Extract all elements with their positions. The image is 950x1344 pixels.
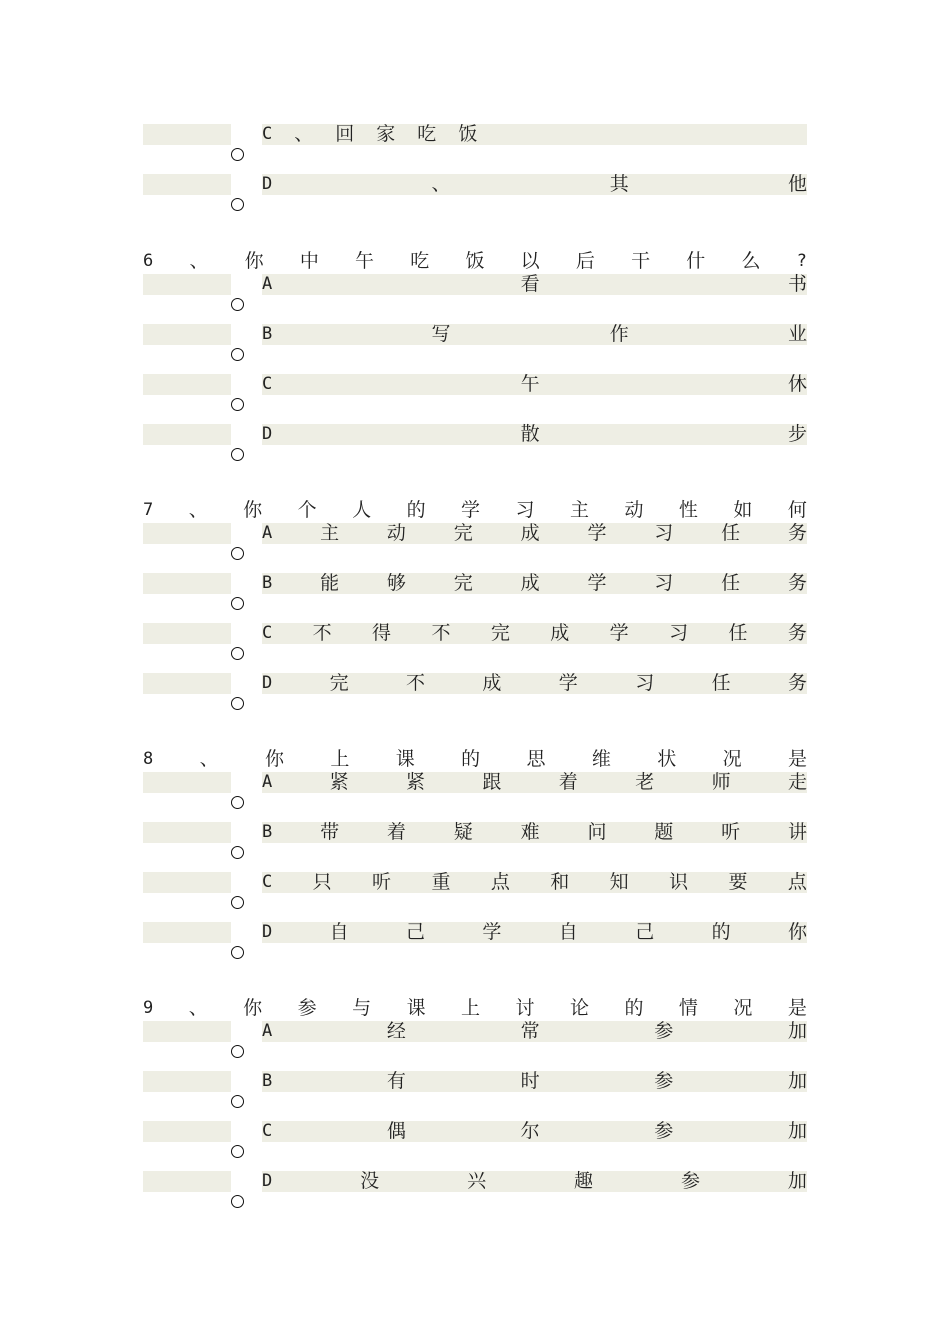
question-char: 、	[188, 499, 208, 521]
option-char: 和	[550, 871, 570, 893]
radio-button-icon[interactable]	[231, 796, 244, 809]
option-label	[262, 1021, 807, 1042]
option-char: 知	[609, 871, 629, 893]
option-char: 着	[386, 821, 406, 843]
question-char: 以	[520, 250, 540, 272]
option-letter: A	[262, 772, 273, 792]
option-char: 学	[587, 572, 607, 594]
question-char: 、	[188, 997, 208, 1019]
option-char: 回	[335, 123, 355, 145]
option-char: 只	[312, 871, 332, 893]
option-char: 参	[654, 1120, 674, 1142]
option-char: 完	[453, 522, 473, 544]
option-char: 问	[587, 821, 607, 843]
option-letter: A	[262, 274, 273, 294]
question-9	[143, 997, 807, 1019]
option-label	[262, 822, 807, 843]
option-char: 成	[482, 672, 502, 694]
option-char: 紧	[329, 771, 349, 793]
question-char: 你	[264, 748, 284, 770]
answer-option-C[interactable]	[143, 374, 807, 424]
option-char: 够	[386, 572, 406, 594]
option-char: 己	[406, 921, 426, 943]
option-char: 看	[520, 273, 540, 295]
option-label	[262, 673, 807, 694]
option-lead-shade	[143, 1071, 231, 1092]
option-letter: D	[262, 922, 273, 942]
option-char: 经	[386, 1020, 406, 1042]
option-char: 带	[320, 821, 340, 843]
option-label	[262, 324, 807, 345]
question-char: 干	[631, 250, 651, 272]
question-char: 吃	[410, 250, 430, 272]
option-char: 着	[558, 771, 578, 793]
question-char: 你	[243, 997, 263, 1019]
option-char: 的	[711, 921, 731, 943]
option-char: 题	[654, 821, 674, 843]
option-char: 务	[787, 522, 807, 544]
option-char: 吃	[417, 123, 437, 145]
option-char: 有	[386, 1070, 406, 1092]
option-label	[262, 374, 807, 395]
option-char: 加	[787, 1170, 807, 1192]
question-char: 是	[787, 748, 807, 770]
option-char: 成	[520, 522, 540, 544]
option-char: 你	[787, 921, 807, 943]
option-char: 成	[520, 572, 540, 594]
option-char: 他	[787, 173, 807, 195]
option-char: 加	[787, 1120, 807, 1142]
radio-button-icon[interactable]	[231, 1045, 244, 1058]
question-char: 么	[741, 250, 761, 272]
question-8	[143, 748, 807, 770]
option-char: 重	[431, 871, 451, 893]
question-char: 状	[657, 748, 677, 770]
option-char: 书	[787, 273, 807, 295]
answer-option-C[interactable]	[143, 623, 807, 673]
option-lead-shade	[143, 922, 231, 943]
option-lead-shade	[143, 424, 231, 445]
question-6	[143, 250, 807, 272]
option-lead-shade	[143, 623, 231, 644]
option-char: 完	[329, 672, 349, 694]
option-letter: D	[262, 424, 273, 444]
option-char: 趣	[574, 1170, 594, 1192]
question-number: 6	[143, 251, 154, 271]
option-label	[262, 523, 807, 544]
question-char: 你	[244, 250, 264, 272]
option-char: 点	[787, 871, 807, 893]
answer-option-A[interactable]	[143, 772, 807, 822]
option-lead-shade	[143, 772, 231, 793]
question-char: 、	[189, 250, 209, 272]
option-label	[262, 124, 807, 145]
radio-button-icon[interactable]	[231, 547, 244, 560]
option-char: 习	[669, 622, 689, 644]
option-char: 散	[520, 423, 540, 445]
option-letter: A	[262, 1021, 273, 1041]
option-label	[262, 573, 807, 594]
question-char: 与	[352, 997, 372, 1019]
option-char: 务	[787, 672, 807, 694]
question-char: 上	[330, 748, 350, 770]
question-char: 课	[395, 748, 415, 770]
radio-button-icon[interactable]	[231, 1095, 244, 1108]
question-char: 你	[243, 499, 263, 521]
option-char: 习	[654, 522, 674, 544]
option-lead-shade	[143, 1171, 231, 1192]
question-char: 饭	[465, 250, 485, 272]
option-char: 成	[550, 622, 570, 644]
option-char: 自	[329, 921, 349, 943]
question-char: 中	[299, 250, 319, 272]
option-char: 业	[787, 323, 807, 345]
option-char: 走	[787, 771, 807, 793]
option-char: 识	[669, 871, 689, 893]
question-char: 如	[733, 499, 753, 521]
option-char: 点	[490, 871, 510, 893]
answer-option-A[interactable]	[143, 523, 807, 573]
answer-option-A[interactable]	[143, 1021, 807, 1071]
option-char: 务	[787, 572, 807, 594]
option-letter: C	[262, 872, 273, 892]
option-letter: B	[262, 1071, 273, 1091]
question-char: 维	[591, 748, 611, 770]
radio-button-icon[interactable]	[231, 1145, 244, 1158]
option-lead-shade	[143, 872, 231, 893]
answer-option-D[interactable]	[143, 424, 807, 474]
option-lead-shade	[143, 523, 231, 544]
radio-button-icon[interactable]	[231, 1195, 244, 1208]
option-char: 难	[520, 821, 540, 843]
option-label	[262, 174, 807, 195]
answer-option-B[interactable]	[143, 822, 807, 872]
option-char: 师	[711, 771, 731, 793]
question-char: 讨	[515, 997, 535, 1019]
option-label	[262, 274, 807, 295]
option-char: 不	[406, 672, 426, 694]
option-char: 加	[787, 1020, 807, 1042]
option-letter: B	[262, 822, 273, 842]
option-letter: D	[262, 673, 273, 693]
question-char: 参	[297, 997, 317, 1019]
question-char: 课	[406, 997, 426, 1019]
radio-button-icon[interactable]	[231, 647, 244, 660]
question-char: 情	[678, 997, 698, 1019]
option-lead-shade	[143, 274, 231, 295]
option-lead-shade	[143, 573, 231, 594]
radio-button-icon[interactable]	[231, 398, 244, 411]
option-char: 步	[787, 423, 807, 445]
option-char: 主	[320, 522, 340, 544]
answer-option-C[interactable]	[143, 1121, 807, 1171]
question-char: 性	[678, 499, 698, 521]
radio-button-icon[interactable]	[231, 846, 244, 859]
answer-option-B[interactable]	[143, 573, 807, 623]
option-lead-shade	[143, 673, 231, 694]
option-char: 、	[294, 123, 314, 145]
question-char: 午	[355, 250, 375, 272]
question-char: 的	[461, 748, 481, 770]
answer-option-C[interactable]	[143, 872, 807, 922]
option-letter: A	[262, 523, 273, 543]
question-number: 7	[143, 500, 154, 520]
question-char: 后	[575, 250, 595, 272]
option-char: 加	[787, 1070, 807, 1092]
option-letter: D	[262, 174, 273, 194]
option-char: 己	[635, 921, 655, 943]
option-label	[262, 772, 807, 793]
option-lead-shade	[143, 822, 231, 843]
option-char: 完	[453, 572, 473, 594]
question-char: 的	[624, 997, 644, 1019]
option-letter: C	[262, 374, 273, 394]
option-char: 习	[635, 672, 655, 694]
option-char: 时	[520, 1070, 540, 1092]
option-char: 能	[320, 572, 340, 594]
answer-option-D[interactable]	[143, 1171, 807, 1221]
option-char: 疑	[453, 821, 473, 843]
option-lead-shade	[143, 1021, 231, 1042]
question-number: 8	[143, 749, 154, 769]
option-letter: C	[262, 124, 273, 144]
question-7	[143, 499, 807, 521]
radio-button-icon[interactable]	[231, 348, 244, 361]
question-char: 何	[787, 499, 807, 521]
radio-button-icon[interactable]	[231, 198, 244, 211]
option-char: 参	[680, 1170, 700, 1192]
answer-option-B[interactable]	[143, 324, 807, 374]
question-char: 人	[352, 499, 372, 521]
option-char: 休	[787, 373, 807, 395]
option-char: 习	[654, 572, 674, 594]
option-label	[262, 1171, 807, 1192]
option-char: 作	[609, 323, 629, 345]
option-char: 家	[376, 123, 396, 145]
option-char: 得	[372, 622, 392, 644]
question-char: 况	[733, 997, 753, 1019]
answer-option-C[interactable]	[143, 124, 807, 174]
option-char: 参	[654, 1070, 674, 1092]
option-letter: C	[262, 623, 273, 643]
question-char: 习	[515, 499, 535, 521]
question-char: 动	[624, 499, 644, 521]
question-char: 是	[787, 997, 807, 1019]
question-char: 上	[461, 997, 481, 1019]
answer-option-D[interactable]	[143, 673, 807, 723]
radio-button-icon[interactable]	[231, 896, 244, 909]
option-char: 任	[721, 572, 741, 594]
question-char: 论	[569, 997, 589, 1019]
option-letter: B	[262, 324, 273, 344]
option-char: 紧	[406, 771, 426, 793]
question-char: 的	[406, 499, 426, 521]
option-char: 讲	[787, 821, 807, 843]
option-char: 、	[431, 173, 451, 195]
radio-button-icon[interactable]	[231, 448, 244, 461]
option-label	[262, 872, 807, 893]
option-lead-shade	[143, 374, 231, 395]
radio-button-icon[interactable]	[231, 148, 244, 161]
option-letter: C	[262, 1121, 273, 1141]
option-label	[262, 1071, 807, 1092]
option-char: 没	[360, 1170, 380, 1192]
option-lead-shade	[143, 1121, 231, 1142]
option-char: 常	[520, 1020, 540, 1042]
option-char: 听	[721, 821, 741, 843]
option-char: 务	[787, 622, 807, 644]
option-label	[262, 1121, 807, 1142]
option-char: 偶	[386, 1120, 406, 1142]
question-number: 9	[143, 998, 154, 1018]
option-char: 要	[728, 871, 748, 893]
option-char: 老	[635, 771, 655, 793]
question-char: 、	[199, 748, 219, 770]
option-char: 完	[490, 622, 510, 644]
option-char: 其	[609, 173, 629, 195]
radio-button-icon[interactable]	[231, 946, 244, 959]
radio-button-icon[interactable]	[231, 597, 244, 610]
option-char: 任	[711, 672, 731, 694]
option-char: 学	[558, 672, 578, 694]
answer-option-D[interactable]	[143, 922, 807, 972]
question-char: 主	[569, 499, 589, 521]
option-char: 任	[721, 522, 741, 544]
option-lead-shade	[143, 124, 231, 145]
option-letter: B	[262, 573, 273, 593]
option-char: 参	[654, 1020, 674, 1042]
option-label	[262, 623, 807, 644]
option-char: 自	[558, 921, 578, 943]
question-char: 况	[722, 748, 742, 770]
radio-button-icon[interactable]	[231, 298, 244, 311]
option-label	[262, 922, 807, 943]
option-char: 学	[482, 921, 502, 943]
answer-option-D[interactable]	[143, 174, 807, 224]
option-char: 写	[431, 323, 451, 345]
question-char: ?	[796, 251, 807, 271]
option-char: 饭	[458, 123, 478, 145]
option-char: 尔	[520, 1120, 540, 1142]
option-char: 不	[431, 622, 451, 644]
question-char: 什	[686, 250, 706, 272]
radio-button-icon[interactable]	[231, 697, 244, 710]
option-char: 任	[728, 622, 748, 644]
option-char: 不	[312, 622, 332, 644]
question-char: 学	[461, 499, 481, 521]
question-char: 个	[297, 499, 317, 521]
option-label	[262, 424, 807, 445]
option-lead-shade	[143, 324, 231, 345]
option-char: 学	[587, 522, 607, 544]
answer-option-B[interactable]	[143, 1071, 807, 1121]
option-letter: D	[262, 1171, 273, 1191]
answer-option-A[interactable]	[143, 274, 807, 324]
option-char: 午	[520, 373, 540, 395]
option-char: 跟	[482, 771, 502, 793]
option-char: 学	[609, 622, 629, 644]
option-char: 兴	[467, 1170, 487, 1192]
option-lead-shade	[143, 174, 231, 195]
option-char: 动	[386, 522, 406, 544]
question-char: 思	[526, 748, 546, 770]
option-char: 听	[372, 871, 392, 893]
